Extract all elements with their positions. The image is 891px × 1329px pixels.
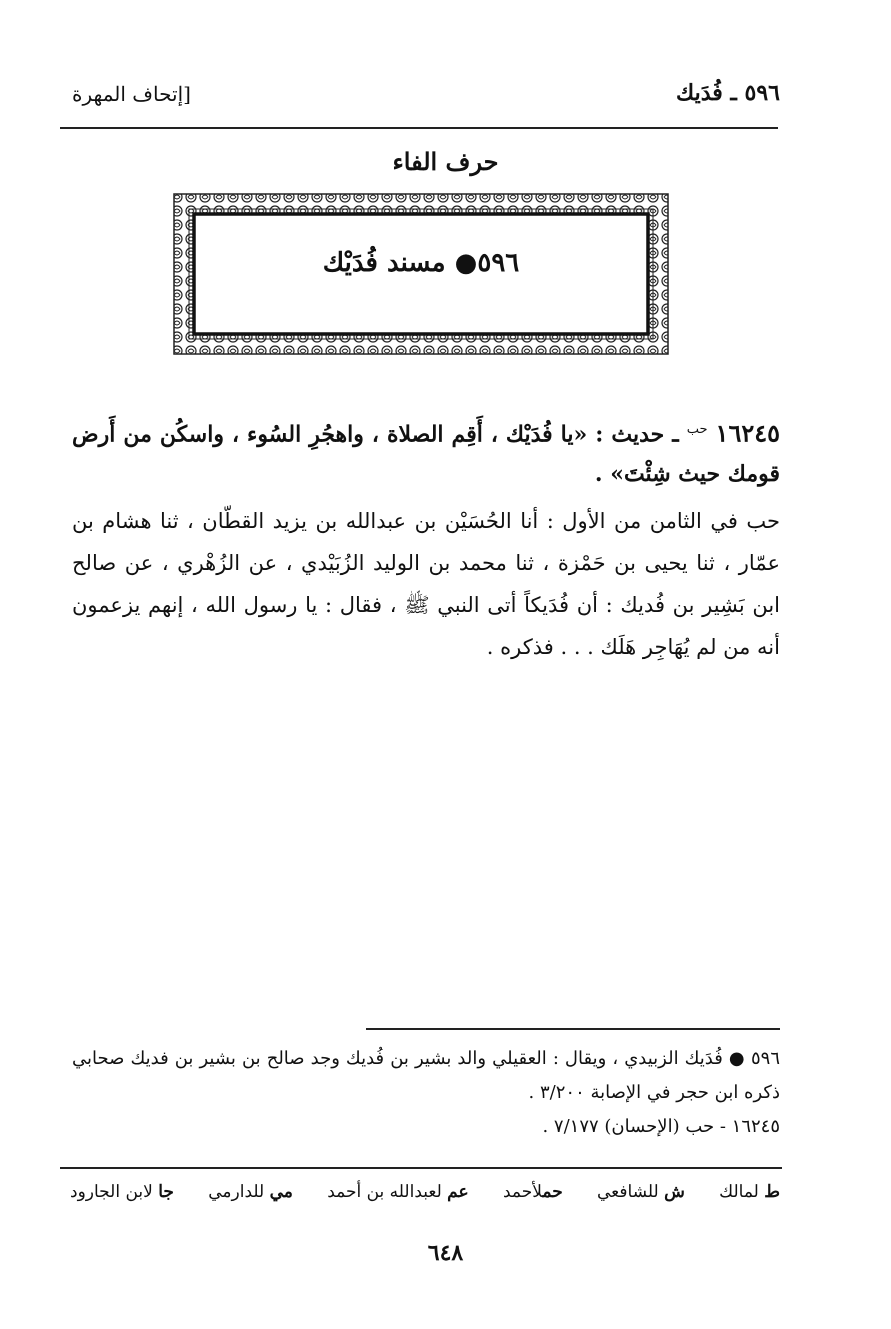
abbreviation-item: جا لابن الجارود bbox=[70, 1182, 174, 1202]
abbreviation-item: مي للدارمي bbox=[208, 1182, 293, 1202]
abbreviations-divider bbox=[60, 1167, 782, 1169]
header-section: ٥٩٦ ـ فُدَيك bbox=[676, 80, 780, 106]
hadith-source-sign: حب bbox=[686, 422, 708, 437]
footnote-divider bbox=[366, 1028, 780, 1030]
footnote-item: ١٦٢٤٥ - حب (الإحسان) ٧/١٧٧ . bbox=[542, 1116, 780, 1137]
footnotes bbox=[72, 1042, 780, 1144]
abbreviation-item: ش للشافعي bbox=[597, 1182, 685, 1202]
header-divider bbox=[60, 127, 778, 129]
musnad-title: ٥٩٦● مسند فُدَيْك bbox=[322, 248, 520, 278]
abbreviation-item: ط لمالك bbox=[719, 1182, 780, 1202]
header-book-title: [إتحاف المهرة bbox=[72, 82, 191, 106]
abbreviations-key bbox=[70, 1182, 780, 1202]
footnote-item: ٥٩٦ ● فُدَيك الزبيدي ، ويقال : العقيلي والد بشير بن فُديك وجد صالح بن بشير بن فديك صحابي ذكره ابن حجر في الإصابة ٣/٢٠٠ . bbox=[72, 1048, 780, 1103]
ornamental-frame bbox=[170, 190, 672, 358]
abbreviation-item: حملأحمد bbox=[502, 1182, 563, 1202]
section-title: حرف الفاء bbox=[392, 147, 499, 176]
page-number: ٦٤٨ bbox=[427, 1240, 464, 1266]
hadith-number: ١٦٢٤٥ bbox=[715, 418, 780, 448]
hadith-text bbox=[72, 410, 780, 494]
hadith-body: ـ حديث : «يا فُدَيْك ، أَقِم الصلاة ، واهجُرِ السُوء ، واسكُن من أَرض قومك حيث شِئْتَ» . bbox=[72, 421, 780, 488]
running-header bbox=[60, 70, 780, 110]
abbreviation-item: عم لعبدالله بن أحمد bbox=[327, 1182, 469, 1202]
sanad-paragraph: حب في الثامن من الأول : أنا الحُسَيْن بن عبدالله بن يزيد القطّان ، ثنا هشام بن عمّار ، ثنا يحيى بن حَمْزة ، ثنا محمد بن الوليد الزُبَيْدي ، عن الزُهْري ، عن صالح ابن بَشِير بن فُديك : أن فُدَيكاً أتى النبي ﷺ ، فقال : يا رسول الله ، إنهم يزعمون أنه من لم يُهَاجِر هَلَك . . . فذكره . bbox=[72, 509, 780, 659]
